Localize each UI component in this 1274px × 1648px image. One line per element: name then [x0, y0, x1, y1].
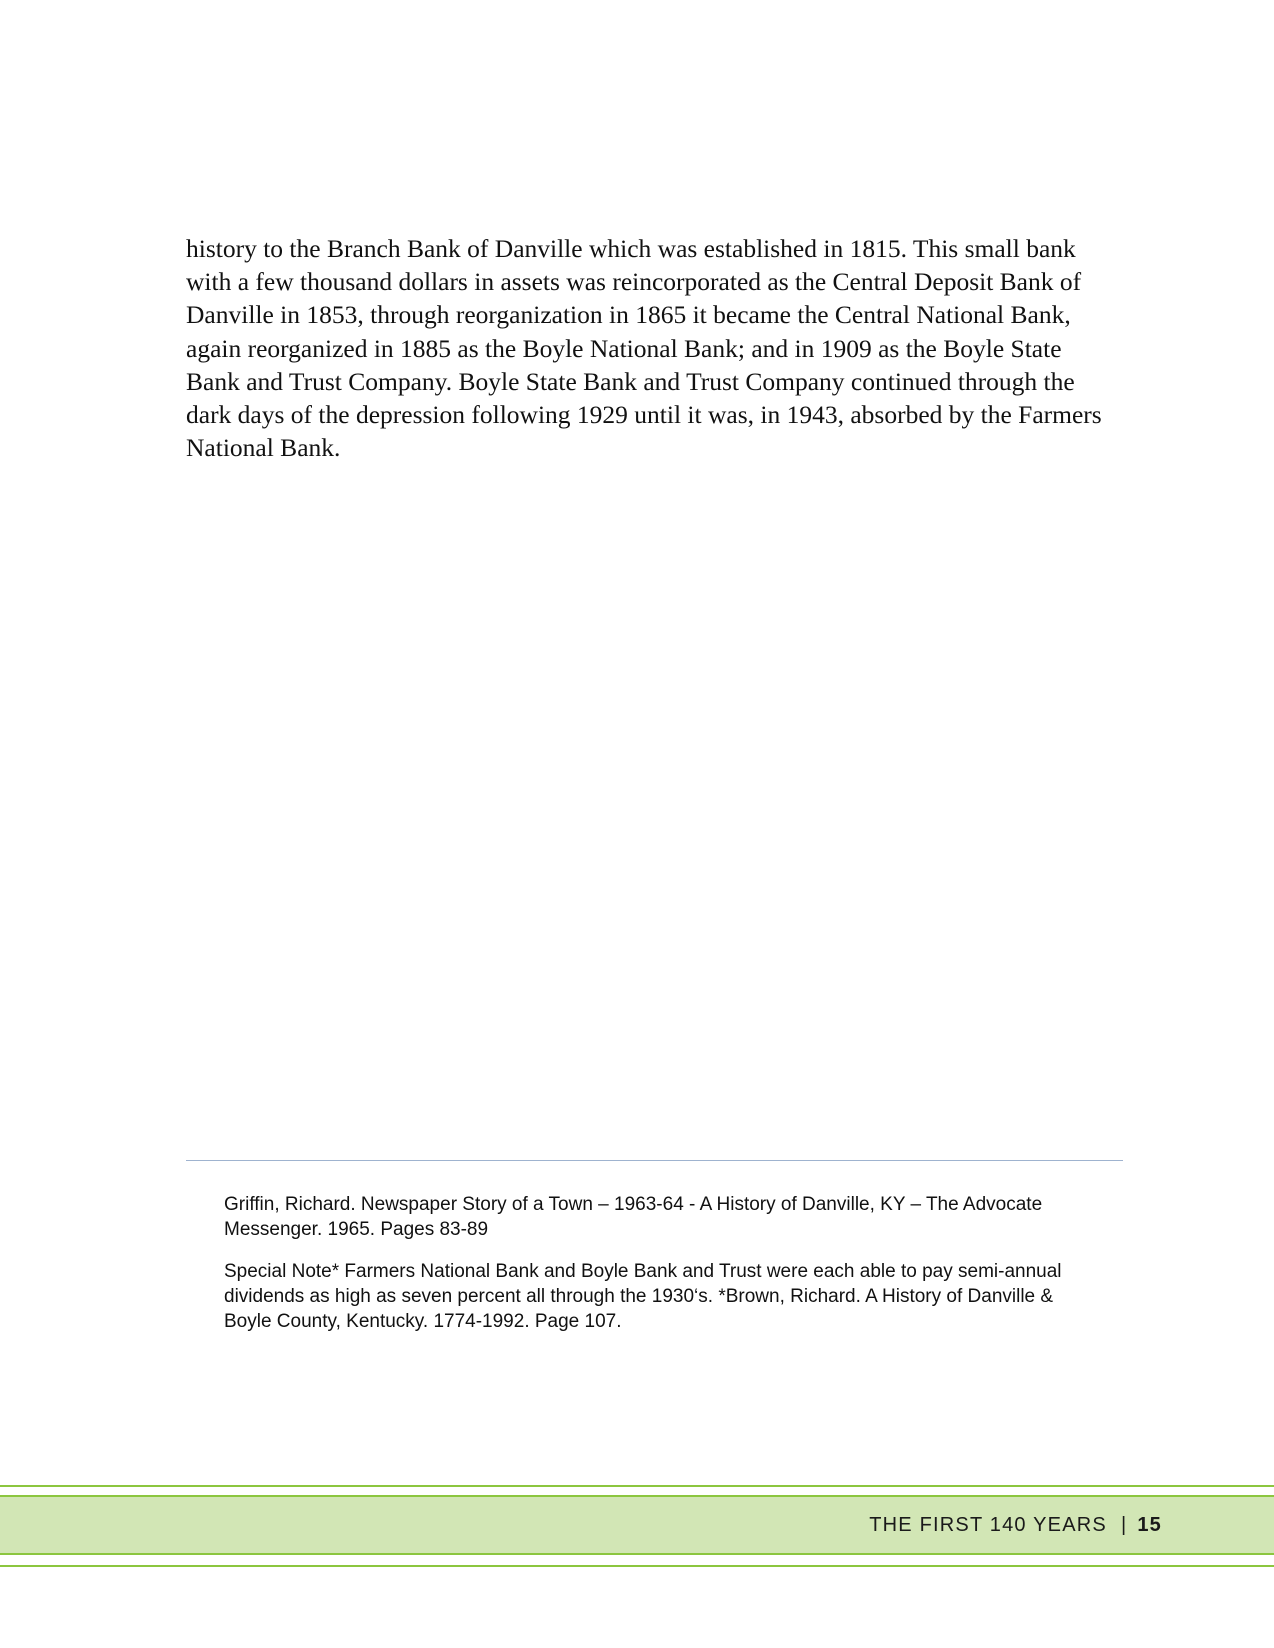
footnote-special-note: Special Note* Farmers National Bank and Boyle Bank and Trust were each able to pay semi-annual dividends as high as seven percent all through the 1930‘s. *Brown, Richard. A History of Danville & Boyle County, Kentucky. 1774-1992. Page 107. [224, 1261, 1062, 1332]
footnote-divider [186, 1160, 1123, 1161]
footnotes [224, 1192, 1104, 1351]
footnote-citation: Griffin, Richard. Newspaper Story of a Town – 1963-64 - A History of Danville, KY – The Advocate Messenger. 1965. Pages 83-89 [224, 1194, 1043, 1240]
footer-separator: | [1120, 1514, 1128, 1536]
body-paragraph: history to the Branch Bank of Danville which was established in 1815. This small bank with a few thousand dollars in assets was reincorporated as the Central Deposit Bank of Danville in 1853, through reorganization in 1865 it became the Central National Bank, again reorganized in 1885 as the Boyle National Bank; and in 1909 as the Boyle State Bank and Trust Company. Boyle State Bank and Trust Company continued through the dark days of the depression following 1929 until it was, in 1943, absorbed by the Farmers National Bank. [186, 234, 1102, 463]
running-footer [869, 1514, 1162, 1537]
footer-bottom-line [0, 1565, 1274, 1567]
page-number: 15 [1137, 1514, 1162, 1536]
footer-title: THE FIRST 140 YEARS [869, 1514, 1107, 1536]
footer-top-line [0, 1485, 1274, 1487]
